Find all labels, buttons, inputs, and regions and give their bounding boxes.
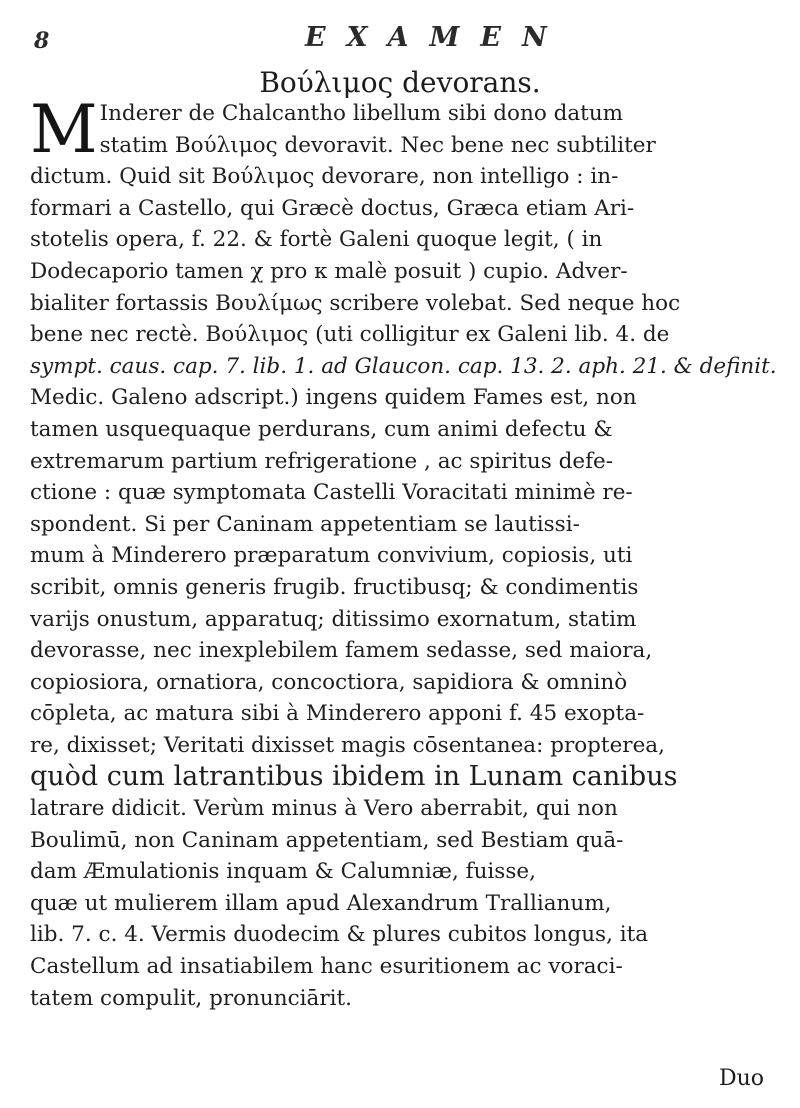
body-text <box>30 91 778 1014</box>
text-line: quæ ut mulierem illam apud Alexandrum Trallianum, <box>30 890 612 916</box>
text-line: extremarum partium refrigeratione , ac spiritus defe- <box>30 448 614 474</box>
text-line: quòd cum latrantibus ibidem in Lunam canibus <box>30 761 678 793</box>
text-line: bialiter fortassis Βουλίμως scribere volebat. Sed neque hoc <box>30 290 681 316</box>
section-title: Βούλιμος devorans. <box>259 66 541 99</box>
text-line: Dodecaporio tamen χ pro κ malè posuit ) cupio. Adver- <box>30 258 628 284</box>
text-line: dictum. Quid sit Βούλιμος devorare, non intelligo : in- <box>30 164 619 190</box>
text-line: lib. 7. c. 4. Vermis duodecim & plures cubitos longus, ita <box>30 922 649 948</box>
text-line: varijs onustum, apparatuq; ditissimo exornatum, statim <box>30 606 637 632</box>
text-line: tamen usquequaque perdurans, cum animi defectu & <box>30 416 613 442</box>
text-line: ctione : quæ symptomata Castelli Voracitati minimè re- <box>30 480 633 506</box>
text-line: spondent. Si per Caninam appetentiam se lautissi- <box>30 511 580 537</box>
catchword: Duo <box>718 1066 764 1091</box>
text-line: Medic. Galeno adscript.) ingens quidem Fames est, non <box>30 385 637 411</box>
text-line: tatem compulit, pronunciārit. <box>30 985 352 1011</box>
text-line: dam Æmulationis inquam & Calumniæ, fuisse, <box>30 859 536 885</box>
text-line: latrare didicit. Verùm minus à Vero aberrabit, qui non <box>30 796 618 822</box>
text-line: devorasse, nec inexplebilem famem sedasse, sed maiora, <box>30 638 653 664</box>
drop-cap: M <box>30 91 98 168</box>
text-line: sympt. caus. cap. 7. lib. 1. ad Glaucon. cap. 13. 2. aph. 21. & definit. <box>30 353 777 379</box>
text-line: cōpleta, ac matura sibi à Minderero apponi f. 45 exopta- <box>30 701 645 727</box>
page-header <box>0 22 800 62</box>
text-line: copiosiora, ornatiora, concoctiora, sapidiora & omninò <box>30 669 628 695</box>
text-line: scribit, omnis generis frugib. fructibusq; & condimentis <box>30 574 639 600</box>
text-line: bene nec rectè. Βούλιμος (uti colligitur ex Galeni lib. 4. de <box>30 322 670 348</box>
text-line: Inderer de Chalcantho libellum sibi dono datum <box>99 101 624 126</box>
page-number: 8 <box>34 28 50 54</box>
text-line: statim Βούλιμος devoravit. Nec bene nec subtiliter <box>99 132 656 158</box>
text-line: Castellum ad insatiabilem hanc esuritionem ac voraci- <box>30 954 623 980</box>
text-line: stotelis opera, f. 22. & fortè Galeni quoque legit, ( in <box>30 227 603 253</box>
text-line: formari a Castello, qui Græcè doctus, Græca etiam Ari- <box>30 195 635 221</box>
running-title: EXAMEN <box>305 22 568 53</box>
text-line: Boulimū, non Caninam appetentiam, sed Bestiam quā- <box>30 827 624 853</box>
text-line: re, dixisset; Veritati dixisset magis cōsentanea: propterea, <box>30 732 665 758</box>
text-line: mum à Minderero præparatum convivium, copiosis, uti <box>30 543 633 569</box>
